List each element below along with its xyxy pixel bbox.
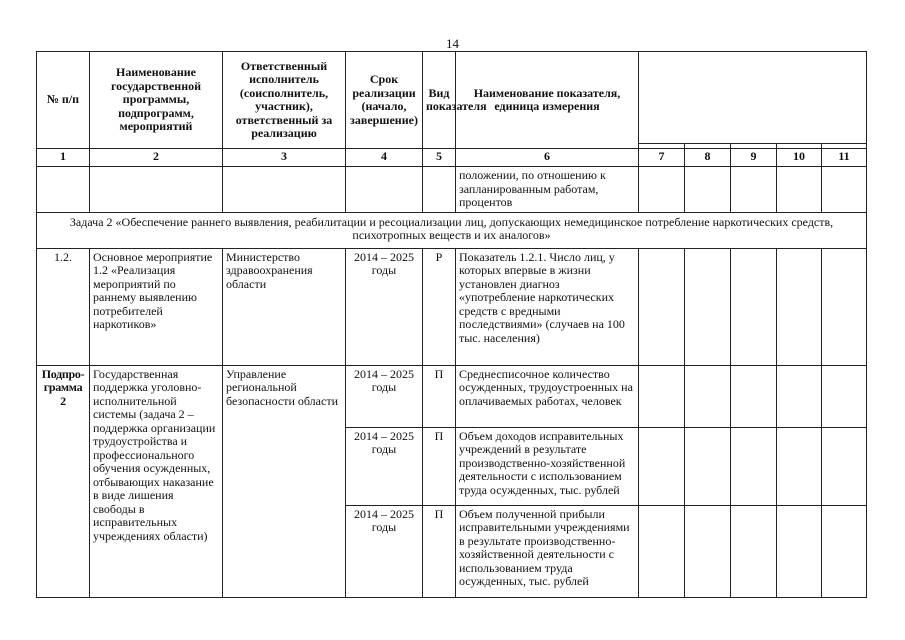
header-values [639,52,867,144]
value-cell [685,248,731,365]
value-cell [731,505,777,597]
value-cell [822,505,867,597]
value-cell [685,365,731,427]
row-num: 1.2. [37,248,90,365]
program-table [36,51,867,598]
table-row [37,365,867,427]
row-indicator: Объем доходов исправительных учреждений в результате производственно-хозяйственной деятельности с использованием труда осужденных, тыс. рублей [456,427,639,505]
col-number: 3 [223,149,346,167]
col-number: 1 [37,149,90,167]
col-number: 11 [822,149,867,167]
col-number: 9 [731,149,777,167]
value-cell [639,365,685,427]
subprogram-name: Государственная поддержка уголовно-исполнительной системы (задача 2 – поддержка организации трудоустройства и профессионального обучения осужденных, отбывающих наказание в виде лишения свободы в исправительных учреждениях области) [90,365,223,597]
row-indicator: Объем полученной прибыли исправительными учреждениями в результате производственно-хозяйственной деятельности с использованием труда осужденных, тыс. рублей [456,505,639,597]
col-number: 2 [90,149,223,167]
row-indicator: Показатель 1.2.1. Число лиц, у которых впервые в жизни установлен диагноз «употребление наркотических средств с вредными последствиями» (случаев на 100 тыс. населения) [456,248,639,365]
page-number: 14 [446,36,459,51]
row-indicator: Среднесписочное количество осужденных, трудоустроенных на оплачиваемых работах, человек [456,365,639,427]
col-number: 7 [639,149,685,167]
col-number: 6 [456,149,639,167]
continuation-indicator: положении, по отношению к запланированным работам, процентов [456,167,639,213]
value-cell [639,427,685,505]
value-cell [822,248,867,365]
header-type: Вид показателя [423,52,456,149]
value-cell [731,248,777,365]
col-number: 4 [346,149,423,167]
col-number: 10 [777,149,822,167]
row-type: Р [423,248,456,365]
value-cell [777,427,822,505]
value-cell [731,427,777,505]
col-number: 8 [685,149,731,167]
header-num: № п/п [37,52,90,149]
row-term: 2014 – 2025 годы [346,365,423,427]
value-cell [777,365,822,427]
row-type: П [423,365,456,427]
header-name: Наименование государственной программы, подпрограмм, мероприятий [90,52,223,149]
table-row [37,167,867,213]
row-type: П [423,427,456,505]
row-term: 2014 – 2025 годы [346,427,423,505]
value-cell [685,505,731,597]
value-cell [685,427,731,505]
row-name: Основное мероприятие 1.2 «Реализация мероприятий по раннему выявлению потребителей наркотиков» [90,248,223,365]
row-term: 2014 – 2025 годы [346,505,423,597]
value-cell [822,427,867,505]
value-cell [777,248,822,365]
row-executor: Министерство здравоохранения области [223,248,346,365]
header-indicator: Наименование показателя, единица измерения [456,52,639,149]
row-type: П [423,505,456,597]
header-term: Срок реализации (начало, завершение) [346,52,423,149]
col-number: 5 [423,149,456,167]
table-row [37,248,867,365]
header-executor: Ответственный исполнитель (соисполнитель, участник), ответственный за реализацию [223,52,346,149]
row-term: 2014 – 2025 годы [346,248,423,365]
value-cell [639,505,685,597]
value-cell [731,365,777,427]
value-cell [777,505,822,597]
value-cell [639,248,685,365]
value-cell [822,365,867,427]
subprogram-executor: Управление региональной безопасности области [223,365,346,597]
task-heading: Задача 2 «Обеспечение раннего выявления, реабилитации и ресоциализации лиц, допускающих немедицинское потребление наркотических средств, психотропных веществ и их аналогов» [37,212,867,248]
subprogram-num: Подпро-грамма 2 [37,365,90,597]
